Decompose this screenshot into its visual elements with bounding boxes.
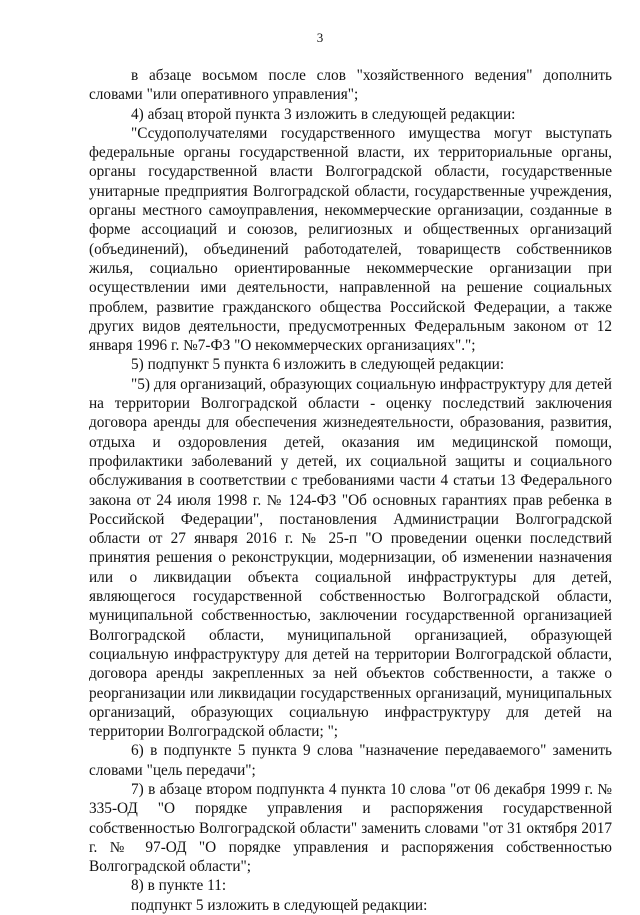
paragraph-children-infrastructure: "5) для организаций, образующих социальную инфраструктуру для детей на территории Волгоградской области - оценку последствий заключения договора аренды для обеспечения жизнедеятельности, образования, развития, отдыха и оздоровления детей, оказания им медицинской помощи, профилактики заболеваний у детей, их социальной защиты и социального обслуживания в соответствии с требованиями части 4 статьи 13 Федерального закона от 24 июля 1998 г. № 124-ФЗ "Об основных гарантиях прав ребенка в Российской Федерации", постановления Администрации Волгоградской области от 27 января 2016 г. № 25-п "О проведении оценки последствий принятия решения о реконструкции, модернизации, об изменении назначения или о ликвидации объекта социальной инфраструктуры для детей, являющегося государственной собственностью Волгоградской области, муниципальной собственностью, заключении государственной организацией Волгоградской области, муниципальной организацией, образующей социальную инфраструктуру для детей на территории Волгоградской области, договора аренды закрепленных за ней объектов собственности, а также о реорганизации или ликвидации государственных организаций, муниципальных организаций, образующих социальную инфраструктуру для детей на территории Волгоградской области; "; — [89, 375, 612, 741]
paragraph-item-4: 4) абзац второй пункта 3 изложить в следующей редакции: — [131, 105, 516, 123]
paragraph-subitem-5: подпункт 5 изложить в следующей редакции: — [131, 896, 428, 914]
paragraph-item-8: 8) в пункте 11: — [131, 877, 227, 895]
page-number: 3 — [316, 30, 324, 45]
paragraph-item-7: 7) в абзаце втором подпункта 4 пункта 10 слова "от 06 декабря 1999 г. № 335-ОД "О порядке управления и распоряжения государственной собственностью Волгоградской области" заменить словами "от 31 октября 2017 г. № 97-ОД "О порядке управления и распоряжения собственностью Волгоградской области"; — [89, 780, 612, 876]
paragraph-item-6: 6) в подпункте 5 пункта 9 слова "назначение передаваемого" заменить словами "цель передачи"; — [89, 742, 612, 779]
paragraph-borrowers: "Ссудополучателями государственного имущества могут выступать федеральные органы государственной власти, их территориальные органы, органы государственной власти Волгоградской области, государственные унитарные предприятия Волгоградской области, государственные учреждения, органы местного самоуправления, некоммерческие организации, созданные в форме ассоциаций и союзов, религиозных и общественных организаций (объединений), объединений работодателей, товариществ собственников жилья, социально ориентированные некоммерческие организации при осуществлении ими деятельности, направленной на решение социальных проблем, развитие гражданского общества Российской Федерации, а также других видов деятельности, предусмотренных Федеральным законом от 12 января 1996 г. №7-ФЗ "О некоммерческих организациях"."; — [89, 124, 612, 355]
paragraph-item-5: 5) подпункт 5 пункта 6 изложить в следующей редакции: — [131, 356, 505, 374]
document-body — [89, 66, 612, 915]
paragraph-amend-eighth: в абзаце восьмом после слов "хозяйственного ведения" дополнить словами "или оперативного управления"; — [89, 67, 612, 104]
